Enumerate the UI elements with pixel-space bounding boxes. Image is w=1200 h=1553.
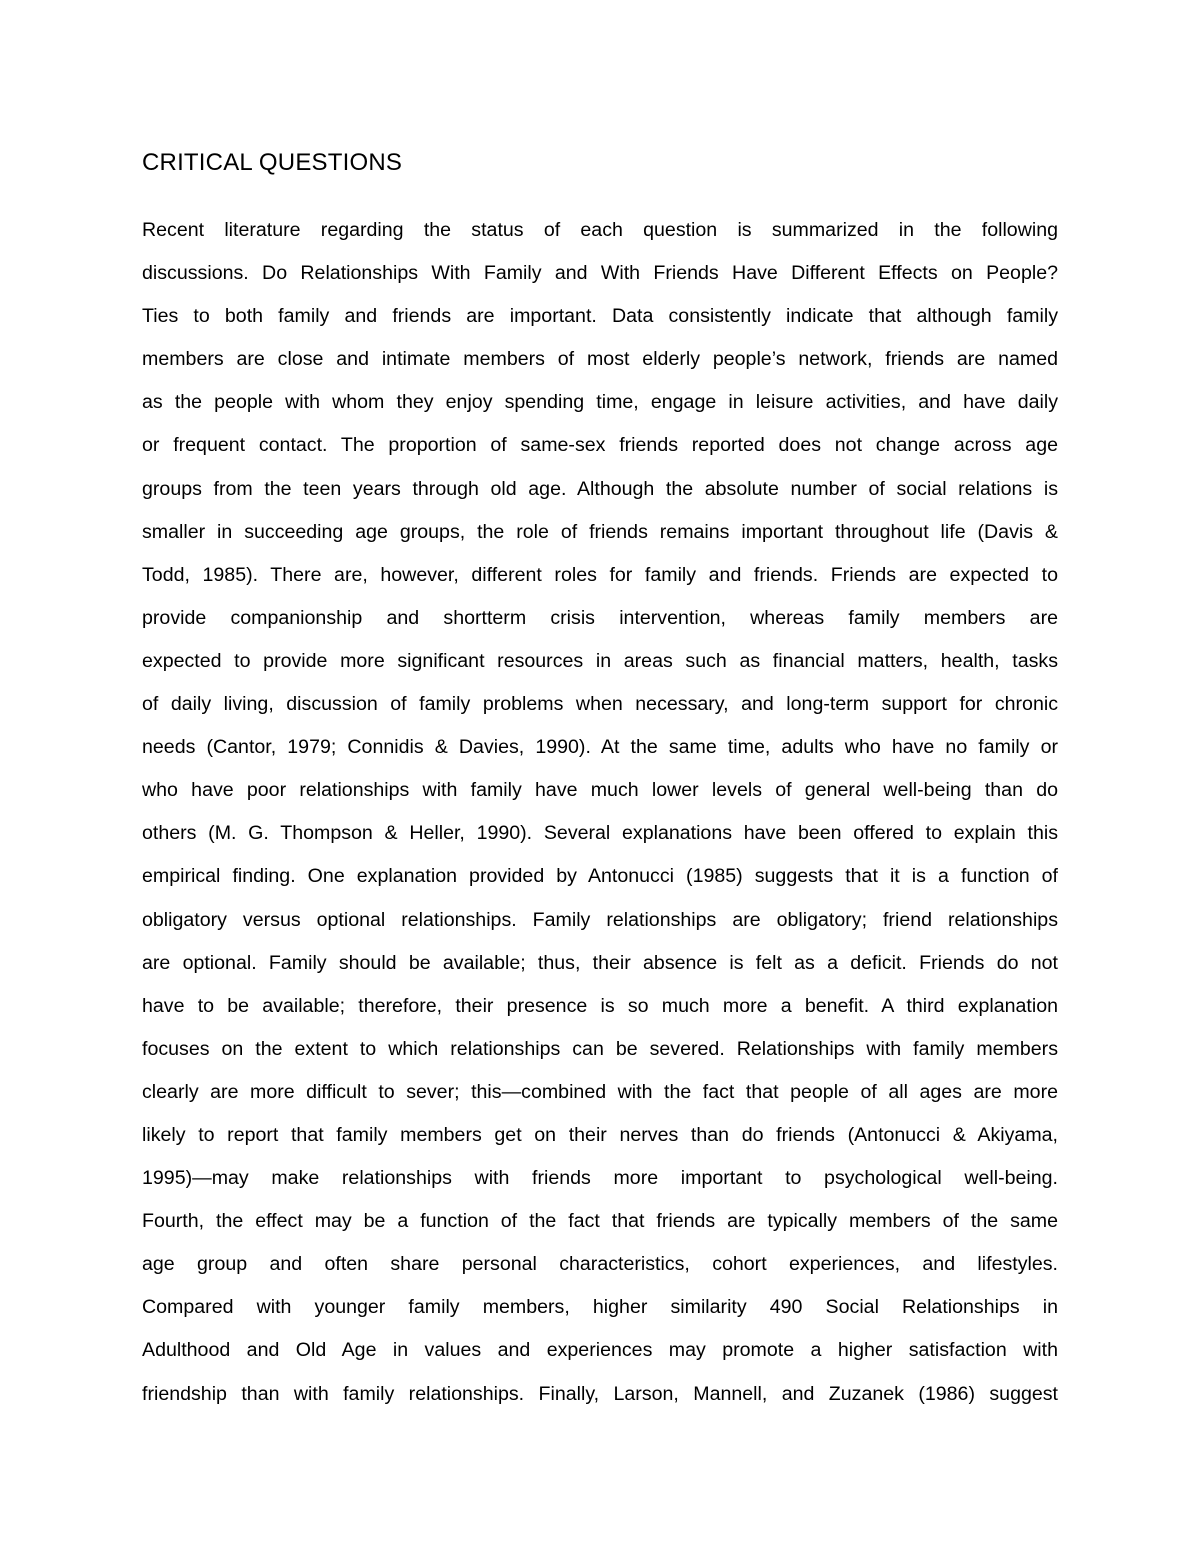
text-line: clearly are more difficult to sever; this—combined with the fact that people of all ages are more bbox=[142, 1080, 1058, 1103]
text-line: Todd, 1985). There are, however, different roles for family and friends. Friends are expected to bbox=[142, 563, 1058, 586]
text-line: have to be available; therefore, their presence is so much more a benefit. A third explanation bbox=[142, 994, 1058, 1017]
text-line: provide companionship and shortterm crisis intervention, whereas family members are bbox=[142, 606, 1058, 629]
text-line: 1995)—may make relationships with friends more important to psychological well-being. bbox=[142, 1167, 1058, 1190]
text-line: obligatory versus optional relationships. Family relationships are obligatory; friend relationships bbox=[142, 908, 1058, 931]
text-line: as the people with whom they enjoy spending time, engage in leisure activities, and have daily bbox=[142, 391, 1058, 414]
text-line: Adulthood and Old Age in values and experiences may promote a higher satisfaction with bbox=[142, 1339, 1058, 1362]
text-line: expected to provide more significant resources in areas such as financial matters, health, tasks bbox=[142, 649, 1058, 672]
text-line: needs (Cantor, 1979; Connidis & Davies, 1990). At the same time, adults who have no family or bbox=[142, 736, 1058, 759]
text-line: Ties to both family and friends are important. Data consistently indicate that although family bbox=[142, 305, 1058, 328]
text-line: Fourth, the effect may be a function of the fact that friends are typically members of the same bbox=[142, 1210, 1058, 1233]
text-line: Recent literature regarding the status of each question is summarized in the following bbox=[142, 219, 1058, 241]
text-line: Compared with younger family members, higher similarity 490 Social Relationships in bbox=[142, 1296, 1058, 1319]
text-line: smaller in succeeding age groups, the role of friends remains important throughout life (Davis & bbox=[142, 520, 1058, 543]
text-line: or frequent contact. The proportion of same-sex friends reported does not change across age bbox=[142, 434, 1058, 457]
body-paragraph bbox=[142, 212, 1058, 1419]
text-line: likely to report that family members get on their nerves than do friends (Antonucci & Akiyama, bbox=[142, 1123, 1058, 1146]
text-line: of daily living, discussion of family problems when necessary, and long-term support for chronic bbox=[142, 693, 1058, 716]
text-line: discussions. Do Relationships With Family and With Friends Have Different Effects on People? bbox=[142, 262, 1058, 285]
text-line: who have poor relationships with family have much lower levels of general well-being than do bbox=[142, 779, 1058, 802]
page-title: CRITICAL QUESTIONS bbox=[142, 149, 403, 176]
text-line: empirical finding. One explanation provided by Antonucci (1985) suggests that it is a function of bbox=[142, 865, 1058, 888]
text-line: focuses on the extent to which relationships can be severed. Relationships with family members bbox=[142, 1037, 1058, 1060]
text-line: members are close and intimate members of most elderly people’s network, friends are named bbox=[142, 348, 1058, 371]
text-line: are optional. Family should be available; thus, their absence is felt as a deficit. Friends do not bbox=[142, 951, 1058, 974]
text-line: groups from the teen years through old age. Although the absolute number of social relations is bbox=[142, 477, 1058, 500]
text-line: others (M. G. Thompson & Heller, 1990). Several explanations have been offered to explain this bbox=[142, 822, 1058, 845]
text-line: age group and often share personal characteristics, cohort experiences, and lifestyles. bbox=[142, 1253, 1058, 1276]
text-line: friendship than with family relationships. Finally, Larson, Mannell, and Zuzanek (1986) suggest bbox=[142, 1382, 1058, 1405]
